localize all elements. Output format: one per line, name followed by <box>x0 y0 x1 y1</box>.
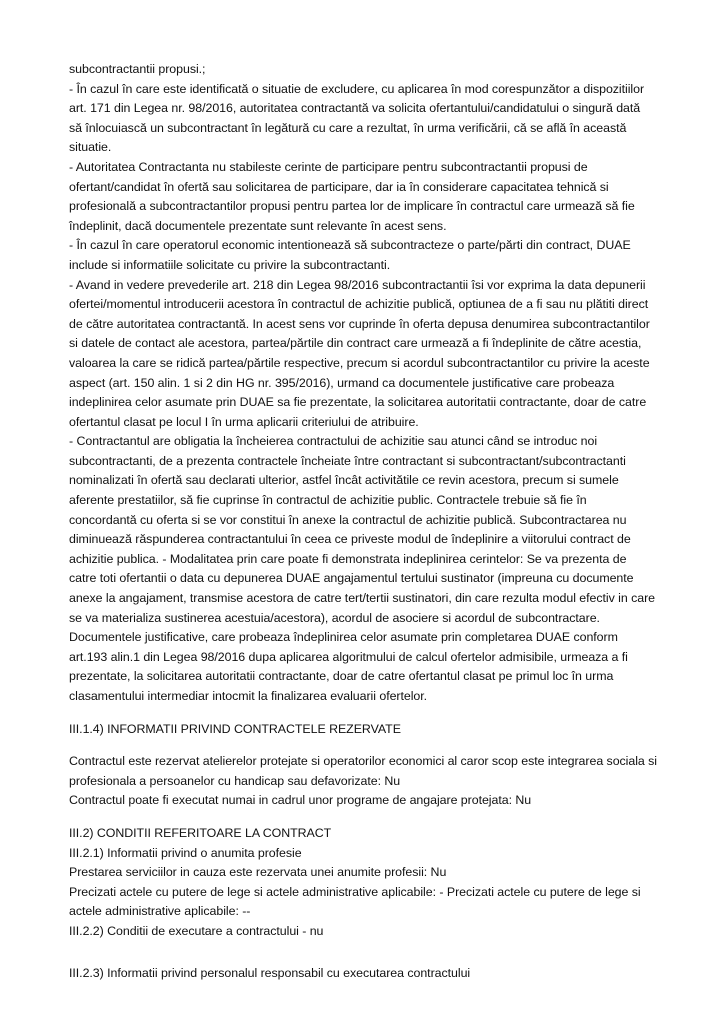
spacer <box>69 811 669 824</box>
reserved-contracts-paragraph <box>69 752 669 811</box>
document-page <box>69 60 669 983</box>
text-line: subcontractanti, de a prezenta contractele încheiate între contractant si subcontractant/subcontractanti <box>69 453 626 468</box>
subcontracting-paragraphs <box>69 60 669 707</box>
text-line: profesionala a persoanelor cu handicap sau defavorizate: Nu <box>69 773 401 788</box>
text-line: Precizati actele cu putere de lege si actele administrative aplicabile: - Precizati actele cu putere de lege si <box>69 884 641 899</box>
text-line: concordantă cu oferta si se vor constitui în anexe la contractul de achizitie publică. Subcontractarea nu <box>69 512 627 527</box>
spacer <box>69 942 669 964</box>
text-line: clasamentului intermediar intocmit la finalizarea evaluarii ofertelor. <box>69 689 428 703</box>
text-line: - Contractantul are obligatia la încheierea contractului de achizitie sau atunci când se introduc noi <box>69 434 598 449</box>
subsection-heading-profession: III.2.1) Informatii privind o anumita profesie <box>69 845 302 860</box>
text-line: si datele de contact ale acestora, partea/părtile din contract care urmează a fi îndeplinite de către acestia, <box>69 336 642 351</box>
text-line: prezentate, la solicitarea autoritatii contractante, doar de catre ofertantul clasat pe primul loc în urma <box>69 669 614 684</box>
section-heading-reserved-contracts: III.1.4) INFORMATII PRIVIND CONTRACTELE REZERVATE <box>69 721 401 736</box>
text-line: indeplinirea celor asumate prin DUAE sa fie prezentate, la solicitarea autoritatii contractante, doar de catre <box>69 395 647 410</box>
text-line: situatie. <box>69 140 112 155</box>
text-line: - În cazul în care operatorul economic intentionează să subcontracteze o parte/părti din contract, DUAE <box>69 238 631 253</box>
text-line: aspect (art. 150 alin. 1 si 2 din HG nr. 395/2016), urmand ca documentele justificative care probeaza <box>69 375 615 390</box>
text-line: nominalizati în ofertă sau declarati ulterior, astfel încât activitătile ce revin acestora, precum si sumele <box>69 473 619 488</box>
spacer <box>69 739 669 752</box>
text-line: art.193 alin.1 din Legea 98/2016 dupa aplicarea algoritmului de calcul ofertelor admisibile, urmeaza a fi <box>69 649 628 664</box>
subsection-heading-personnel: III.2.3) Informatii privind personalul responsabil cu executarea contractului <box>69 965 471 980</box>
text-line: îndeplinit, dacă documentele prezentate sunt relevante în acest sens. <box>69 218 447 233</box>
text-line: subcontractantii propusi.; <box>69 62 206 76</box>
text-line: ofertantul clasat pe locul I în urma aplicarii criteriului de atribuire. <box>69 414 419 429</box>
subsection-heading-execution-conditions: III.2.2) Conditii de executare a contractului - nu <box>69 923 324 938</box>
text-line: Prestarea serviciilor in cauza este rezervata unei anumite profesii: Nu <box>69 865 447 880</box>
text-line: catre toti ofertantii o data cu depunerea DUAE angajamentul tertului sustinator (impreuna cu documente <box>69 571 634 586</box>
text-line: de către autoritatea contractantă. In acest sens vor cuprinde în oferta depusa denumirea subcontractantilor <box>69 316 650 331</box>
text-line: Documentele justificative, care probeaza îndeplinirea celor asumate prin completarea DUAE conform <box>69 630 618 645</box>
spacer <box>69 707 669 720</box>
text-line: să înlocuiască un subcontractant în legătură cu care a rezultat, în urma verificării, că se află în această <box>69 120 627 135</box>
text-line: ofertei/momentul introducerii acestora în contractul de achizitie publică, optiunea de a fi sau nu plătiti direct <box>69 297 649 312</box>
text-line: - În cazul în care este identificată o situatie de excludere, cu aplicarea în mod corespunzător a dispozitiilor <box>69 81 645 96</box>
text-line: aferente prestatiilor, să fie cuprinse în contractul de achizitie public. Contractele trebuie să fie în <box>69 493 587 508</box>
text-line: anexe la angajament, transmise acestora de catre tert/tertii sustinatori, din care rezulta modul efectiv in care <box>69 591 655 606</box>
text-line: ofertant/candidat în ofertă sau solicitarea de participare, dar ia în considerare capacitatea tehnică si <box>69 179 609 194</box>
text-line: actele administrative aplicabile: -- <box>69 904 251 919</box>
text-line: include si informatiile solicitate cu privire la subcontractanti. <box>69 257 391 272</box>
text-line: - Autoritatea Contractanta nu stabileste cerinte de participare pentru subcontractantii propusi de <box>69 159 588 174</box>
text-line: profesională a subcontractantilor propusi pentru partea lor de implicare în contractul care urmează să fie <box>69 199 635 214</box>
text-line: achizitie publica. - Modalitatea prin care poate fi demonstrata indeplinirea cerintelor: Se va prezenta de <box>69 551 627 566</box>
text-line: se va materializa sustinerea acestuia/acestora), acordul de asociere si acordul de subcontractare. <box>69 610 600 625</box>
text-line: Contractul poate fi executat numai in cadrul unor programe de angajare protejata: Nu <box>69 793 532 808</box>
text-line: diminuează răspunderea contractantului în ceea ce priveste modul de îndeplinire a viitorului contract de <box>69 532 631 547</box>
text-line: - Avand in vedere prevederile art. 218 din Legea 98/2016 subcontractantii îsi vor exprima la data depunerii <box>69 277 646 292</box>
section-heading-contract-conditions: III.2) CONDITII REFERITOARE LA CONTRACT <box>69 825 332 840</box>
text-line: Contractul este rezervat atelierelor protejate si operatorilor economici al caror scop este integrarea sociala si <box>69 754 658 769</box>
text-line: valoarea la care se ridică partea/părtile respective, precum si acordul subcontractantilor cu privire la aceste <box>69 355 650 370</box>
text-line: art. 171 din Legea nr. 98/2016, autoritatea contractantă va solicita ofertantului/candidatului o singură dată <box>69 101 641 116</box>
contract-conditions-section <box>69 824 669 942</box>
